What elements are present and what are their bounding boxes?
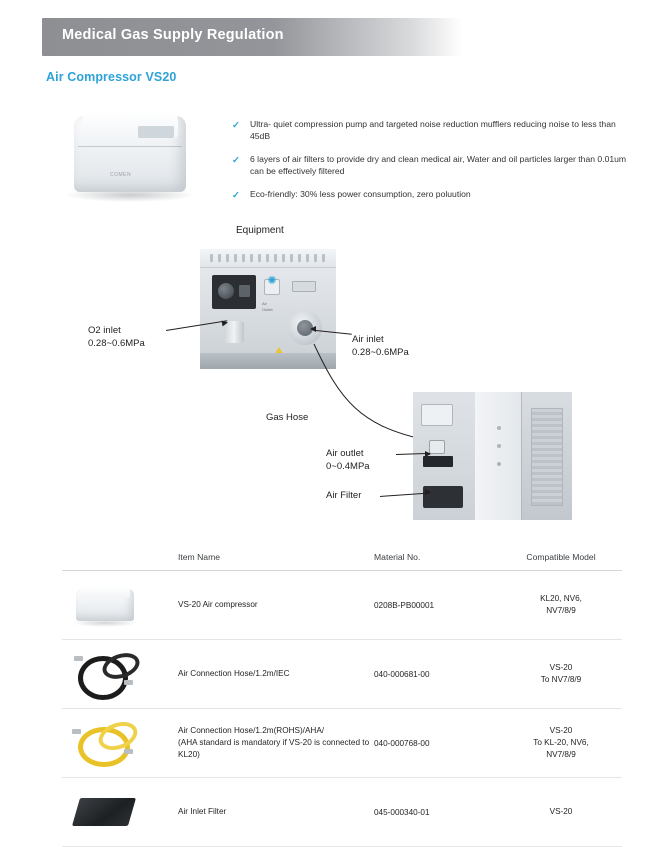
column-header-compatible-model: Compatible Model — [500, 552, 622, 571]
row-material-no-cell: 040-000681-00 — [374, 640, 500, 709]
list-item — [232, 153, 632, 178]
callout-air-inlet-line1: Air inlet — [352, 334, 384, 345]
power-module — [212, 275, 256, 309]
row-thumbnail-cell — [62, 571, 178, 640]
row-thumbnail-cell — [62, 709, 178, 778]
arrowhead-o2 — [222, 320, 229, 327]
power-switch-icon — [239, 285, 250, 297]
item-name-text: VS-20 Air compressor — [178, 599, 258, 609]
unit2-display-panel — [421, 404, 453, 426]
table-row — [62, 571, 622, 640]
row-item-name-cell — [178, 571, 374, 640]
parts-table-wrapper — [62, 552, 622, 847]
callout-air-inlet-line2: 0.28~0.6MPa — [352, 346, 409, 358]
callout-gas-hose: Gas Hose — [266, 412, 309, 423]
item-name-text: Air Connection Hose/1.2m/IEC — [178, 668, 290, 678]
row-material-no-cell: 0208B-PB00001 — [374, 571, 500, 640]
table-row — [62, 640, 622, 709]
column-header-item-name: Item Name — [178, 552, 374, 571]
callout-air-outlet-line2: 0~0.4MPa — [326, 460, 370, 472]
unit2-black-bar — [423, 456, 453, 467]
callout-o2-inlet-line2: 0.28~0.6MPa — [88, 337, 145, 349]
feature-text: Eco-friendly: 30% less power consumption, zero poluution — [250, 188, 471, 199]
item-name-note: (AHA standard is mandatory if VS-20 is connected to KL20) — [178, 737, 370, 760]
arrowhead-air-filter — [425, 489, 431, 495]
model-line-3: NV7/8/9 — [546, 750, 576, 760]
callout-o2-inlet-line1: O2 inlet — [88, 325, 121, 336]
row-item-name-cell — [178, 640, 374, 709]
list-item — [232, 118, 632, 143]
model-line-2: To KL-20, NV6, — [533, 737, 589, 747]
air-compressor-hero-image — [52, 102, 207, 212]
model-line-1: VS-20 — [549, 806, 573, 816]
feature-text: Ultra- quiet compression pump and targeted noise reduction mufflers reducing noise to less than 45dB — [250, 119, 616, 142]
model-line-1: KL20, NV6, — [540, 593, 582, 603]
callout-air-filter: Air Filter — [326, 490, 362, 501]
model-line-2: To NV7/8/9 — [540, 675, 582, 684]
check-icon: ✓ — [232, 154, 240, 166]
item-name-text: Air Connection Hose/1.2m(ROHS)/AHA/ — [178, 725, 325, 735]
power-knob-icon — [218, 283, 234, 299]
hero-control-panel — [138, 126, 174, 138]
arrowhead-air-outlet — [425, 451, 431, 457]
row-thumbnail-cell — [62, 640, 178, 709]
product-title: Air Compressor VS20 — [46, 70, 177, 84]
table-row — [62, 778, 622, 847]
model-line-1: VS-20 — [549, 662, 573, 672]
row-item-name-cell — [178, 778, 374, 847]
row-material-no-cell: 040-000768-00 — [374, 709, 500, 778]
model-line-2: NV7/8/9 — [546, 606, 576, 615]
air-compressor-thumb — [68, 581, 142, 629]
feature-text: 6 layers of air filters to provide dry and clean medical air, Water and oil particles larger than 0.01um can be effectively filtered — [250, 153, 627, 177]
model-line-1: VS-20 — [549, 725, 573, 735]
yellow-hose-thumb — [68, 719, 142, 767]
row-compatible-model-cell — [500, 709, 622, 778]
equipment-heading: Equipment — [236, 225, 284, 236]
compressor-side-photo — [413, 392, 571, 520]
table-row — [62, 709, 622, 778]
row-thumbnail-cell — [62, 778, 178, 847]
air-filter-thumb — [68, 788, 142, 836]
port-caption: Outlet — [262, 307, 273, 312]
row-material-no-cell: 045-000340-01 — [374, 778, 500, 847]
item-name-text: Air Inlet Filter — [178, 806, 227, 816]
hero-brand-logo: COMEN — [110, 172, 132, 178]
unit2-vent-grill — [531, 408, 563, 506]
fan-icon: ✺ — [267, 275, 277, 287]
column-header-thumbnail — [62, 552, 178, 571]
callout-o2-inlet — [88, 325, 145, 351]
row-compatible-model-cell — [500, 571, 622, 640]
page-title: Medical Gas Supply Regulation — [62, 27, 284, 43]
callout-air-outlet — [326, 448, 370, 474]
black-hose-thumb — [68, 650, 142, 698]
list-item — [232, 188, 632, 200]
hero-seam — [78, 146, 182, 147]
data-port — [292, 281, 316, 292]
unit2-mid-panel — [475, 392, 521, 520]
feature-list — [232, 118, 632, 210]
check-icon: ✓ — [232, 189, 240, 201]
port-caption: Air — [262, 301, 267, 306]
check-icon: ✓ — [232, 120, 240, 131]
row-item-name-cell — [178, 709, 374, 778]
parts-table — [62, 552, 622, 847]
table-header-row — [62, 552, 622, 571]
air-outlet-port — [429, 440, 445, 454]
unit-top-strip — [200, 249, 336, 268]
row-compatible-model-cell — [500, 778, 622, 847]
row-compatible-model-cell — [500, 640, 622, 709]
column-header-material-no: Material No. — [374, 552, 500, 571]
callout-air-outlet-line1: Air outlet — [326, 448, 364, 459]
